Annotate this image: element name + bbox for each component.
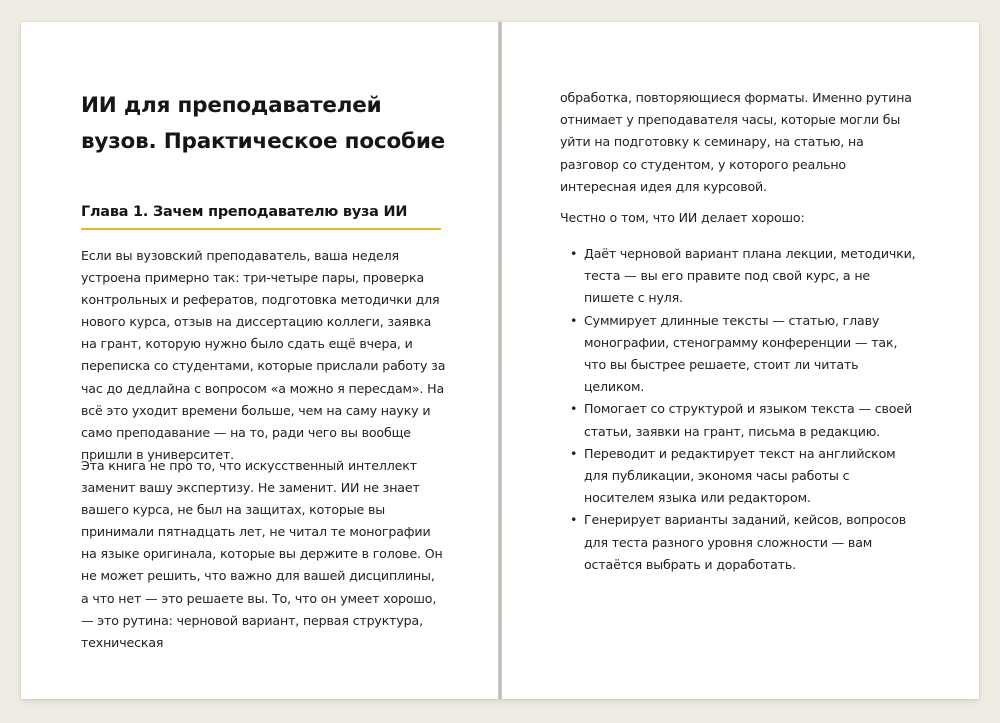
list-item-text: Даёт черновой вариант плана лекции, методички, теста — вы его правите под свой курс, а не пишете с нуля.	[584, 246, 916, 306]
list-item-text: Генерирует варианты заданий, кейсов, вопросов для теста разного уровня сложности — вам остаётся выбрать и доработать.	[584, 512, 907, 572]
list-item	[560, 310, 920, 399]
book-spread	[21, 22, 979, 699]
list-item	[560, 509, 920, 576]
paragraph: Эта книга не про то, что искусственный интеллект заменит вашу экспертизу. Не заменит. ИИ не знает вашего курса, не был на защитах, которые вы принимали пятнадцать лет, не читал те монографии на языке оригинала, которые вы держите в голове. Он не может решить, что важно для вашей дисциплины, а что нет — это решаете вы. То, что он умеет хорошо, — это рутина: черновой вариант, первая структура, техническая	[81, 458, 443, 650]
list-intro: Честно о том, что ИИ делает хорошо:	[560, 210, 805, 225]
left-page	[21, 22, 498, 699]
right-page	[502, 22, 979, 699]
continuation-paragraph: обработка, повторяющиеся форматы. Именно рутина отнимает у преподавателя часы, которые могли бы уйти на подготовку к семинару, на статью, на разговор со студентом, у которого реально интересная идея для курсовой.	[560, 90, 912, 194]
capabilities-list	[560, 243, 920, 576]
bullet-icon: •	[570, 512, 578, 528]
list-item	[560, 398, 920, 442]
bullet-icon: •	[570, 312, 578, 328]
book-title: ИИ для преподавателей вузов. Практическое пособие	[81, 93, 446, 154]
bullet-icon: •	[570, 445, 578, 461]
list-item-text: Суммирует длинные тексты — статью, главу монографии, стенограмму конференции — так, что вы быстрее решаете, стоит ли читать целиком.	[584, 312, 898, 395]
chapter-title: Глава 1. Зачем преподавателю вуза ИИ	[81, 202, 441, 230]
paragraph: Если вы вузовский преподаватель, ваша неделя устроена примерно так: три-четыре пары, проверка контрольных и рефератов, подготовка методички для нового курса, отзыв на диссертацию коллеги, заявка на грант, которую нужно было сдать ещё вчера, и переписка со студентами, которые прислали работу за час до дедлайна с вопросом «а можно я пересдам». На всё это уходит времени больше, чем на саму науку и само преподавание — на то, ради чего вы вообще пришли в университет.	[81, 248, 446, 462]
bullet-icon: •	[570, 401, 578, 417]
list-item-text: Помогает со структурой и языком текста — своей статьи, заявки на грант, письма в редакцию.	[584, 401, 912, 439]
list-item	[560, 443, 920, 510]
bullet-icon: •	[570, 246, 578, 261]
list-item	[560, 243, 920, 310]
list-item-text: Переводит и редактирует текст на английском для публикации, экономя часы работы с носителем языка или редактором.	[584, 445, 896, 506]
